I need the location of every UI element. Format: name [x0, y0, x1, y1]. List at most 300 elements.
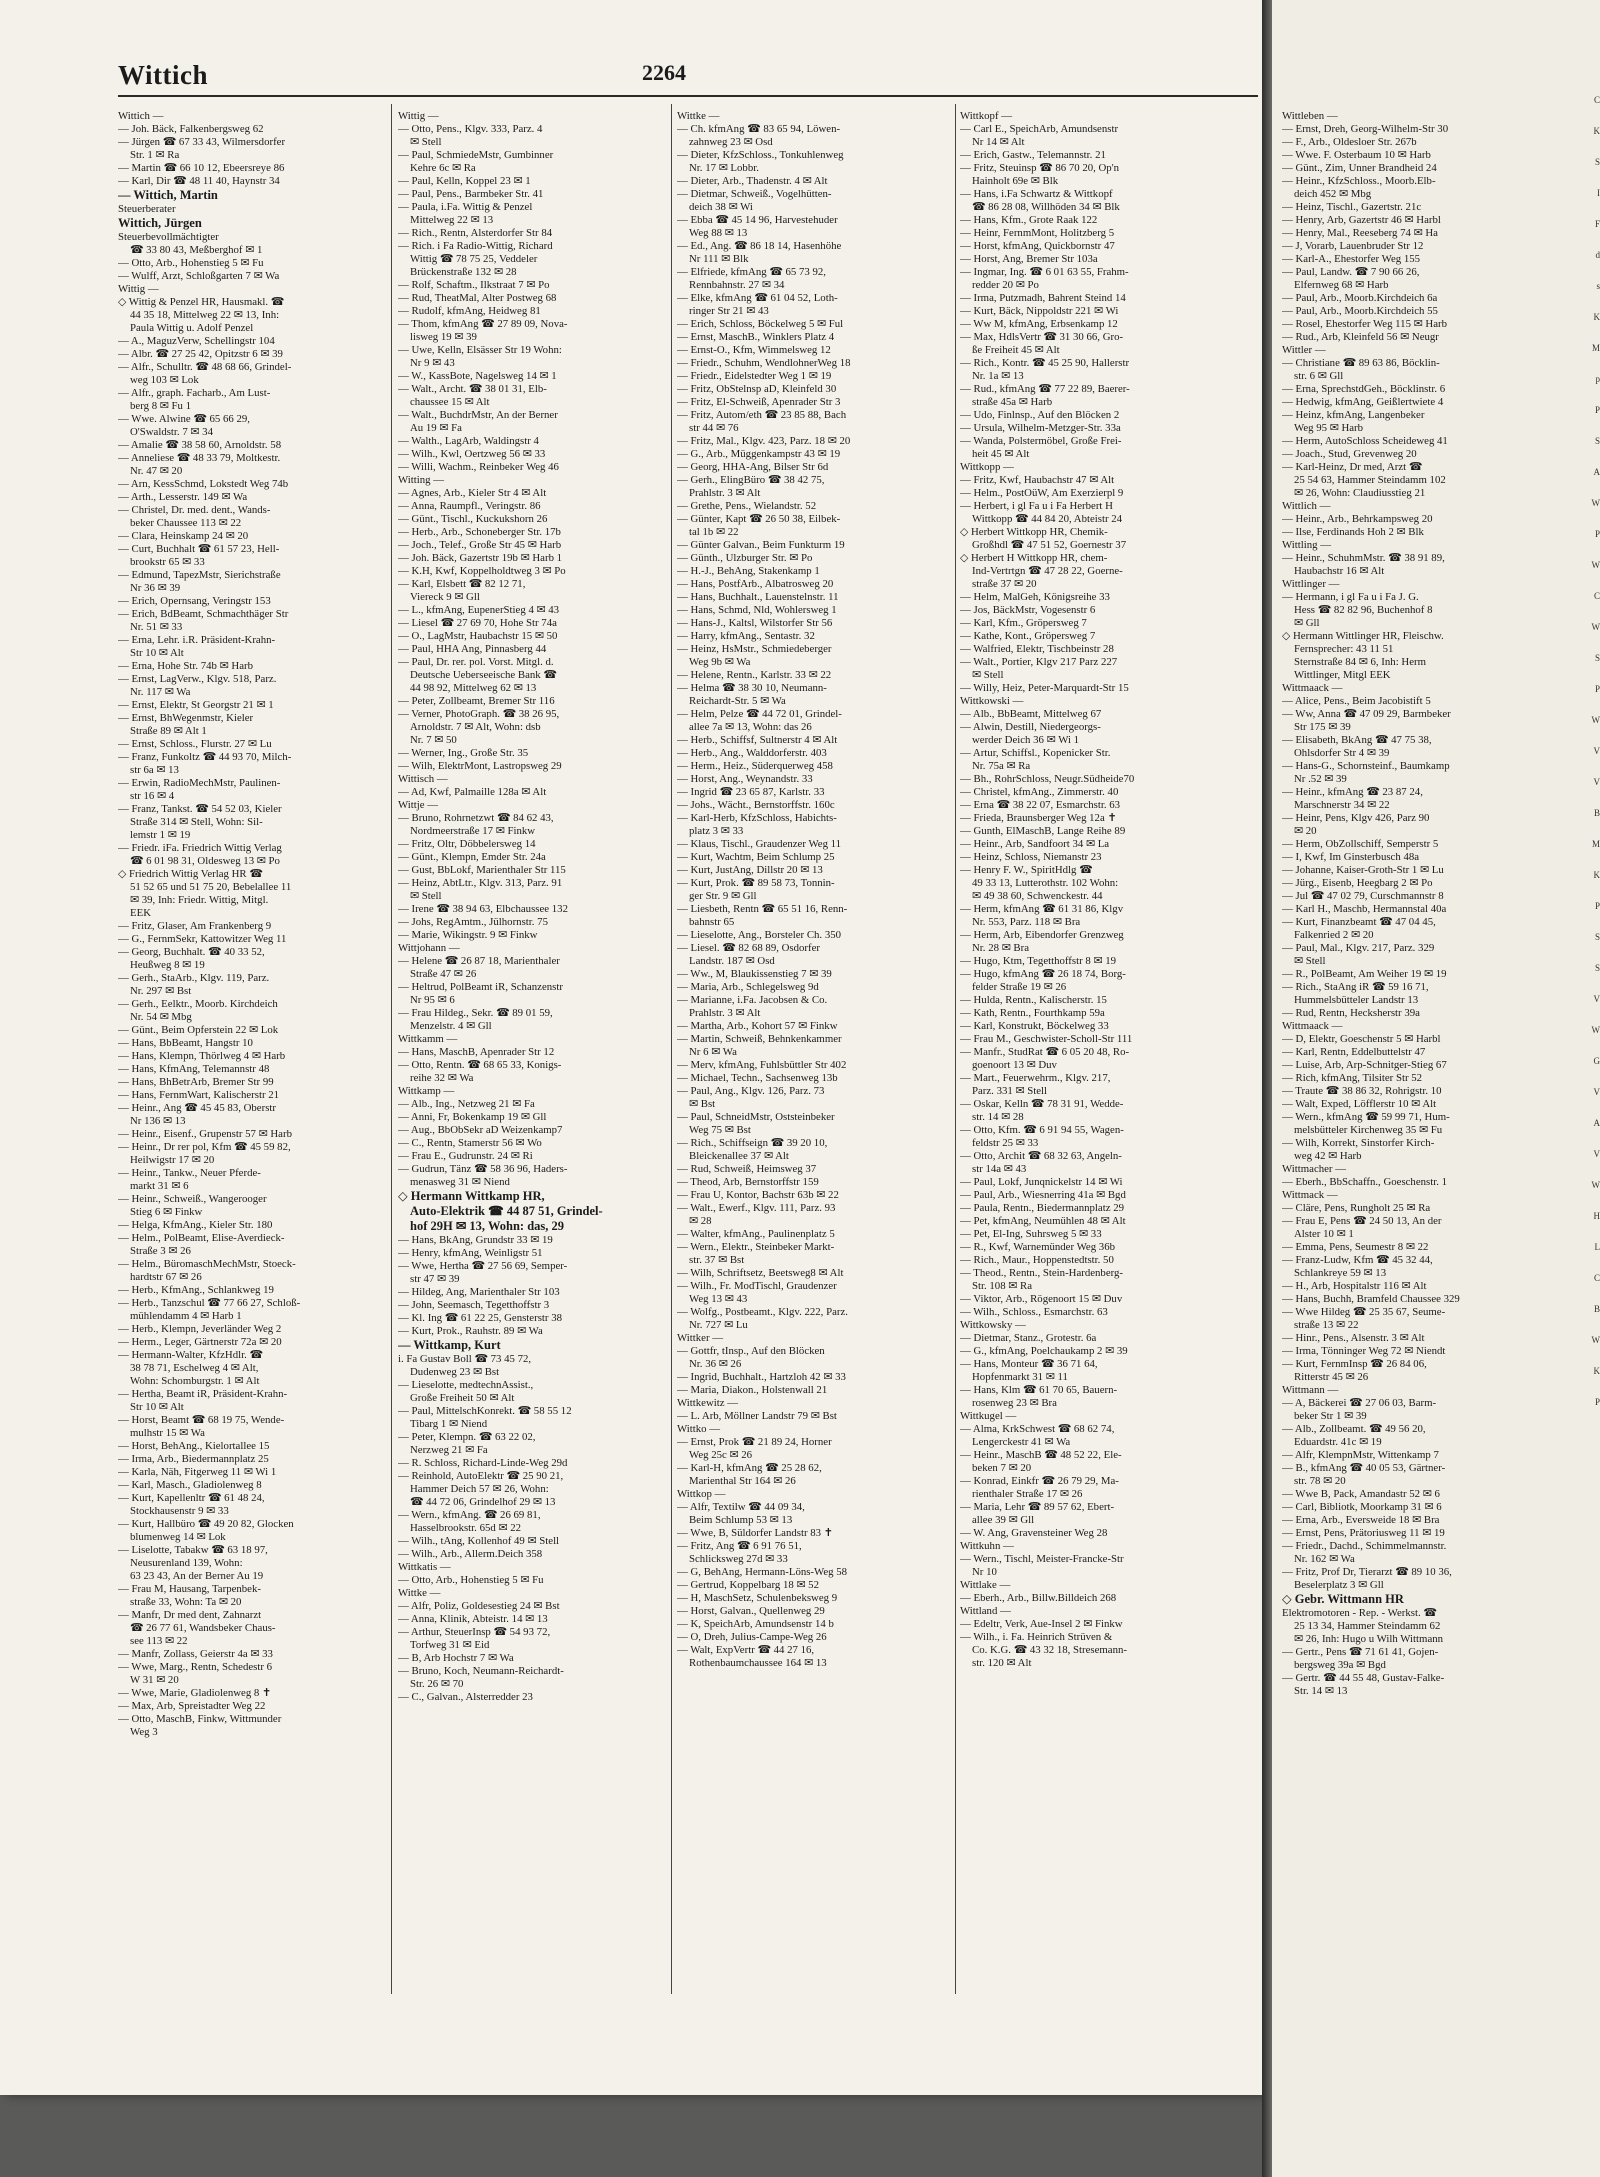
entry-line: Nr. 75a ✉ Ra	[972, 760, 1031, 772]
entry-line: — Walt., BuchdrMstr, An der Berner	[398, 409, 558, 421]
entry-line: — Rud., Arb, Kleinfeld 56 ✉ Neugr	[1282, 331, 1439, 343]
directory-entry	[118, 1102, 380, 1128]
directory-entry	[398, 981, 666, 1007]
entry-line: — Hans, Buchhalt., Lauenstelnstr. 11	[677, 591, 839, 603]
entry-line: — Hans, BkAng, Grundstr 33 ✉ 19	[398, 1234, 553, 1246]
entry-line: — Heinr., Eisenf., Grupenstr 57 ✉ Harb	[118, 1128, 292, 1140]
entry-line: 44 98 92, Mittelweg 62 ✉ 13	[410, 682, 537, 694]
directory-entry	[1282, 1358, 1582, 1384]
directory-entry	[398, 435, 666, 448]
entry-line: — Karl, Dir ☎ 48 11 40, Haynstr 34	[118, 175, 280, 187]
margin-letter: F	[1594, 219, 1600, 229]
directory-entry	[1282, 1059, 1582, 1072]
entry-line: — Franz-Ludw, Kfm ☎ 45 32 44,	[1282, 1254, 1433, 1266]
entry-line: — Hermann-Walter, KfzHdlr. ☎	[118, 1349, 263, 1361]
directory-entry	[398, 1325, 666, 1338]
entry-line: — Karl, Konstrukt, Böckelweg 33	[960, 1020, 1109, 1032]
entry-line: — Wern., kfmAng. ☎ 26 69 81,	[398, 1509, 541, 1521]
entry-line: Neusurenland 139, Wohn:	[130, 1557, 243, 1569]
surname-heading	[960, 1579, 1256, 1592]
entry-line: — Walth., LagArb, Waldingstr 4	[398, 435, 539, 447]
entry-line: Nr. 162 ✉ Wa	[1294, 1553, 1355, 1565]
entry-line: — Erna, SprechstdGeh., Böcklinstr. 6	[1282, 383, 1446, 395]
directory-entry	[398, 1405, 666, 1431]
directory-entry	[118, 1349, 380, 1388]
entry-line: Wittkamp —	[398, 1085, 455, 1097]
entry-line: — Ad, Kwf, Palmaille 128a ✉ Alt	[398, 786, 547, 798]
directory-entry	[960, 1033, 1256, 1046]
entry-line: platz 3 ✉ 33	[689, 825, 744, 837]
entry-line: — Heinr., Dr rer pol, Kfm ☎ 45 59 82,	[118, 1141, 291, 1153]
entry-line: ◇ Friedrich Wittig Verlag HR ☎	[118, 868, 263, 880]
entry-line: Stieg 6 ✉ Finkw	[130, 1206, 203, 1218]
directory-entry	[118, 136, 380, 162]
entry-line: — Wanda, Polstermöbel, Große Frei-	[960, 435, 1122, 447]
directory-entry	[1282, 695, 1582, 708]
directory-entry	[398, 1652, 666, 1665]
entry-line: — C., Rentn, Stamerstr 56 ✉ Wo	[398, 1137, 542, 1149]
entry-line: — Karl, Kfm., Gröpersweg 7	[960, 617, 1087, 629]
directory-entry	[118, 1583, 380, 1609]
directory-entry	[960, 1150, 1256, 1176]
margin-letter: K	[1593, 870, 1600, 880]
directory-entry	[677, 1059, 948, 1072]
entry-line: heit 45 ✉ Alt	[972, 448, 1030, 460]
margin-letter: H	[1593, 1211, 1600, 1221]
entry-line: — Paul, Lokf, Junqnickelstr 14 ✉ Wi	[960, 1176, 1123, 1188]
entry-line: brookstr 65 ✉ 33	[130, 556, 205, 568]
entry-line: — Ursula, Wilhelm-Metzger-Str. 33a	[960, 422, 1121, 434]
entry-line: ✉ 39, Inh: Friedr. Wittig, Mitgl.	[130, 894, 269, 906]
entry-line: ◇ Hermann Wittlinger HR, Fleischw.	[1282, 630, 1444, 642]
entry-line: — Fritz, Prof Dr, Tierarzt ☎ 89 10 36,	[1282, 1566, 1452, 1578]
entry-line: Wittkewitz —	[677, 1397, 739, 1409]
directory-entry	[960, 968, 1256, 994]
margin-letter: S	[1594, 932, 1600, 942]
entry-line: — Fritz, ObStelnsp aD, Kleinfeld 30	[677, 383, 837, 395]
entry-line: — Helene, Rentn., Karlstr. 33 ✉ 22	[677, 669, 832, 681]
directory-entry	[677, 1306, 948, 1332]
directory-entry	[1282, 786, 1582, 812]
entry-line: — Rich., StaAng iR ☎ 59 16 71,	[1282, 981, 1429, 993]
entry-line: — Georg, Buchhalt. ☎ 40 33 52,	[118, 946, 265, 958]
entry-line: — Pet, El-Ing, Suhrsweg 5 ✉ 33	[960, 1228, 1102, 1240]
directory-entry	[398, 1691, 666, 1704]
directory-entry	[398, 1189, 666, 1234]
directory-entry	[677, 409, 948, 435]
entry-line: — B, Arb Hochstr 7 ✉ Wa	[398, 1652, 514, 1664]
entry-line: Wittkopf —	[960, 110, 1013, 122]
directory-entry	[960, 1254, 1256, 1267]
entry-line: — Lieselotte, medtechnAssist.,	[398, 1379, 534, 1391]
entry-line: Großhdl ☎ 47 51 52, Goernestr 37	[972, 539, 1127, 551]
margin-letter: V	[1593, 777, 1600, 787]
entry-line: — Konrad, Einkfr ☎ 26 79 29, Ma-	[960, 1475, 1119, 1487]
entry-line: Marienthal Str 164 ✉ 26	[689, 1475, 796, 1487]
directory-entry	[118, 1219, 380, 1232]
directory-entry	[960, 812, 1256, 825]
entry-line: — Dietmar, Schweiß., Vogelhütten-	[677, 188, 832, 200]
directory-entry	[118, 1661, 380, 1687]
entry-line: — Hinr., Pens., Alsenstr. 3 ✉ Alt	[1282, 1332, 1425, 1344]
entry-line: — Ch. kfmAng ☎ 83 65 94, Löwen-	[677, 123, 841, 135]
entry-line: — Kurt, Prok. ☎ 89 58 73, Tonnin-	[677, 877, 835, 889]
directory-entry	[960, 851, 1256, 864]
entry-line: Mittelweg 22 ✉ 13	[410, 214, 494, 226]
directory-entry	[1282, 1293, 1582, 1306]
entry-line: — Irma, Tönninger Weg 72 ✉ Niendt	[1282, 1345, 1446, 1357]
entry-line: Wittland —	[960, 1605, 1011, 1617]
book-gutter	[1262, 0, 1272, 2177]
entry-line: — Paula, i.Fa. Wittig & Penzel	[398, 201, 533, 213]
directory-entry	[118, 231, 380, 257]
entry-line: — Paul, Dr. rer. pol. Vorst. Mitgl. d.	[398, 656, 554, 668]
entry-line: Wittkugel —	[960, 1410, 1017, 1422]
entry-line: — Martin ☎ 66 10 12, Ebeersreye 86	[118, 162, 285, 174]
entry-line: redder 20 ✉ Po	[972, 279, 1039, 291]
entry-line: ger Str. 9 ✉ Gll	[689, 890, 757, 902]
directory-entry	[118, 1076, 380, 1089]
entry-line: — Herm., Heiz., Süderquerweg 458	[677, 760, 833, 772]
directory-entry	[398, 448, 666, 461]
entry-line: — Herb., Tanzschul ☎ 77 66 27, Schloß-	[118, 1297, 301, 1309]
surname-heading	[398, 1587, 666, 1600]
surname-heading	[1282, 344, 1582, 357]
entry-line: — Alb., Zollbeamt. ☎ 49 56 20,	[1282, 1423, 1426, 1435]
entry-line: — Ingrid ☎ 23 65 87, Karlstr. 33	[677, 786, 825, 798]
directory-entry	[677, 1137, 948, 1163]
directory-entry	[677, 214, 948, 240]
directory-entry	[1282, 903, 1582, 916]
entry-line: — Paul, Mal., Klgv. 217, Parz. 329	[1282, 942, 1435, 954]
entry-line: — Johs, RegAmtm., Jülhornstr. 75	[398, 916, 548, 928]
directory-entry	[677, 357, 948, 370]
entry-line: — Herm, Arb, Eibendorfer Grenzweg	[960, 929, 1124, 941]
directory-entry	[1282, 383, 1582, 396]
directory-entry	[1282, 1046, 1582, 1059]
entry-line: Nr 10	[972, 1566, 997, 1578]
entry-line: — Günt., Zim, Unner Brandheid 24	[1282, 162, 1437, 174]
entry-line: — Ebba ☎ 45 14 96, Harvestehuder	[677, 214, 838, 226]
directory-entry	[960, 1332, 1256, 1345]
directory-entry	[677, 1371, 948, 1384]
directory-entry	[398, 643, 666, 656]
surname-heading	[960, 110, 1256, 123]
entry-line: — Bh., RohrSchloss, Neugr.Südheide70	[960, 773, 1135, 785]
directory-entry	[677, 1527, 948, 1540]
directory-entry	[960, 409, 1256, 422]
entry-line: Steuerberater	[118, 203, 176, 215]
entry-line: — Maria, Diakon., Holstenwall 21	[677, 1384, 828, 1396]
entry-line: — Wilh, ElektrMont, Lastropsweg 29	[398, 760, 562, 772]
entry-line: — Rich., Rentn, Alsterdorfer Str 84	[398, 227, 553, 239]
entry-line: — Hulda, Rentn., Kalischerstr. 15	[960, 994, 1107, 1006]
entry-line: str. 78 ✉ 20	[1294, 1475, 1346, 1487]
entry-line: feldstr 25 ✉ 33	[972, 1137, 1039, 1149]
entry-line: Straße 89 ✉ Alt 1	[130, 725, 207, 737]
entry-line: — Kathe, Kont., Gröpersweg 7	[960, 630, 1096, 642]
directory-entry	[118, 1258, 380, 1284]
directory-entry	[960, 474, 1256, 487]
entry-line: Wittkowski —	[960, 695, 1024, 707]
directory-entry	[960, 1202, 1256, 1215]
directory-entry	[677, 1540, 948, 1566]
surname-heading	[398, 773, 666, 786]
entry-line: — Anneliese ☎ 48 33 79, Moltkestr.	[118, 452, 281, 464]
directory-entry	[1282, 435, 1582, 448]
directory-entry	[677, 591, 948, 604]
entry-line: — Theod, Arb, Bernstorffstr 159	[677, 1176, 819, 1188]
directory-entry	[960, 682, 1256, 695]
column-divider	[955, 104, 956, 1994]
directory-entry	[960, 552, 1256, 591]
margin-letter: M	[1591, 839, 1600, 849]
directory-entry	[677, 1033, 948, 1059]
entry-line: — Alma, KrkSchwest ☎ 68 62 74,	[960, 1423, 1115, 1435]
entry-line: str. 120 ✉ Alt	[972, 1657, 1032, 1669]
entry-line: — A, Bäckerei ☎ 27 06 03, Barm-	[1282, 1397, 1437, 1409]
entry-line: — Maria, Lehr ☎ 89 57 62, Ebert-	[960, 1501, 1115, 1513]
directory-entry	[398, 149, 666, 175]
directory-entry	[1282, 1072, 1582, 1085]
entry-line: i. Fa Gustav Boll ☎ 73 45 72,	[398, 1353, 532, 1365]
entry-line: — Martha, Arb., Kohort 57 ✉ Finkw	[677, 1020, 838, 1032]
entry-line: — Karl, Masch., Gladiolenweg 8	[118, 1479, 262, 1491]
directory-entry	[118, 1713, 380, 1739]
directory-entry	[118, 296, 380, 335]
directory-entry	[960, 864, 1256, 903]
directory-entry	[677, 994, 948, 1020]
entry-line: W 31 ✉ 20	[130, 1674, 179, 1686]
directory-entry	[398, 786, 666, 799]
margin-letter: d	[1595, 250, 1600, 260]
entry-line: — Hans, PostfArb., Albatrosweg 20	[677, 578, 834, 590]
entry-line: — Hans, MaschB, Apenrader Str 12	[398, 1046, 555, 1058]
entry-line: — Maria, Arb., Schlegelsweg 9d	[677, 981, 819, 993]
directory-entry	[1282, 1332, 1582, 1345]
entry-line: — Heinr, Pens, Klgv 426, Parz 90	[1282, 812, 1430, 824]
directory-entry	[960, 747, 1256, 773]
entry-line: — Erna, Lehr. i.R. Präsident-Krahn-	[118, 634, 276, 646]
directory-entry	[960, 383, 1256, 409]
directory-entry	[677, 1020, 948, 1033]
entry-line: — Willi, Wachm., Reinbeker Weg 46	[398, 461, 559, 473]
entry-line: — Ww, Anna ☎ 47 09 29, Barmbeker	[1282, 708, 1451, 720]
entry-line: — Peter, Zollbeamt, Bremer Str 116	[398, 695, 555, 707]
directory-entry	[677, 435, 948, 448]
directory-entry	[677, 474, 948, 500]
entry-line: Elfernweg 68 ✉ Harb	[1294, 279, 1389, 291]
directory-entry	[398, 877, 666, 903]
entry-line: see 113 ✉ 22	[130, 1635, 188, 1647]
entry-line: — Hedwig, kfmAng, Geißlertwiete 4	[1282, 396, 1444, 408]
entry-line: — Emma, Pens, Seumestr 8 ✉ 22	[1282, 1241, 1429, 1253]
entry-line: — Joh. Bäck, Gazertstr 19b ✉ Harb 1	[398, 552, 563, 564]
entry-line: — Rud., kfmAng ☎ 77 22 89, Baerer-	[960, 383, 1130, 395]
entry-line: — Heinz, Tischl., Gazertstr. 21c	[1282, 201, 1422, 213]
entry-line: Parz. 331 ✉ Stell	[972, 1085, 1048, 1097]
directory-entry	[960, 1345, 1256, 1358]
entry-line: beken 7 ✉ 20	[972, 1462, 1032, 1474]
entry-line: Heilwigstr 17 ✉ 20	[130, 1154, 215, 1166]
entry-line: weg 103 ✉ Lok	[130, 374, 199, 386]
column-3	[677, 110, 948, 2090]
directory-entry	[677, 799, 948, 812]
entry-line: Straße 47 ✉ 26	[410, 968, 477, 980]
margin-letter: M	[1591, 343, 1600, 353]
margin-letter: B	[1593, 808, 1600, 818]
entry-line: Nr. 727 ✉ Lu	[689, 1319, 748, 1331]
entry-line: Falkenried 2 ✉ 20	[1294, 929, 1374, 941]
entry-line: Alster 10 ✉ 1	[1294, 1228, 1354, 1240]
entry-line: — G., kfmAng, Poelchaukamp 2 ✉ 39	[960, 1345, 1128, 1357]
entry-line: — Erna, Arb., Eversweide 18 ✉ Bra	[1282, 1514, 1440, 1526]
directory-entry	[398, 513, 666, 526]
directory-entry	[1282, 331, 1582, 344]
entry-line: — Gerh., StaArb., Klgv. 119, Parz.	[118, 972, 270, 984]
margin-letter: K	[1593, 312, 1600, 322]
directory-entry	[398, 1470, 666, 1509]
margin-letter: s	[1596, 281, 1600, 291]
directory-entry	[118, 868, 380, 920]
directory-entry	[118, 1063, 380, 1076]
entry-line: — Jos, BäckMstr, Vogesenstr 6	[960, 604, 1096, 616]
entry-line: — A., MaguzVerw, Schellingstr 104	[118, 335, 275, 347]
entry-line: ☎ 6 01 98 31, Oldesweg 13 ✉ Po	[130, 855, 280, 867]
margin-letter: A	[1593, 467, 1600, 477]
surname-heading	[960, 1605, 1256, 1618]
entry-line: Wittmaack —	[1282, 682, 1343, 694]
entry-line: — Marie, Wikingstr. 9 ✉ Finkw	[398, 929, 538, 941]
entry-line: — Bruno, Koch, Neumann-Reichardt-	[398, 1665, 564, 1677]
directory-entry	[1282, 968, 1582, 981]
directory-entry	[398, 864, 666, 877]
entry-line: Nr 95 ✉ 6	[410, 994, 455, 1006]
directory-entry	[118, 361, 380, 387]
entry-line: blumenweg 14 ✉ Lok	[130, 1531, 226, 1543]
margin-letter: S	[1594, 963, 1600, 973]
entry-line: — Clara, Heinskamp 24 ✉ 20	[118, 530, 249, 542]
directory-entry	[398, 1379, 666, 1405]
entry-line: — Gudrun, Tänz ☎ 58 36 96, Haders-	[398, 1163, 568, 1175]
entry-line: Weg 9b ✉ Wa	[689, 656, 751, 668]
directory-entry	[118, 504, 380, 530]
directory-entry	[1282, 1488, 1582, 1501]
entry-line: — Walt., Portier, Klgv 217 Parz 227	[960, 656, 1118, 668]
directory-entry	[960, 1007, 1256, 1020]
entry-line: — Herbert, i gl Fa u i Fa Herbert H	[960, 500, 1113, 512]
entry-line: ◇ Herbert H Wittkopp HR, chem-	[960, 552, 1108, 564]
entry-line: — Walt, ExpVertr ☎ 44 27 16,	[677, 1644, 815, 1656]
directory-entry	[398, 383, 666, 409]
entry-line: — Hans, BbBeamt, Hangstr 10	[118, 1037, 253, 1049]
surname-heading	[1282, 1384, 1582, 1397]
entry-line: ☎ 44 72 06, Grindelhof 29 ✉ 13	[410, 1496, 556, 1508]
directory-entry	[118, 842, 380, 868]
entry-line: — Walt., Archt. ☎ 38 01 31, Elb-	[398, 383, 547, 395]
directory-entry	[1282, 708, 1582, 734]
entry-line: Steuerbevollmächtigter	[118, 231, 219, 243]
entry-line: — Otto, Arb., Hohenstieg 5 ✉ Fu	[118, 257, 264, 269]
surname-heading	[677, 1397, 948, 1410]
directory-entry	[960, 123, 1256, 149]
directory-entry	[398, 812, 666, 838]
directory-entry	[118, 1388, 380, 1414]
directory-entry	[1282, 552, 1582, 578]
entry-line: Viereck 9 ✉ Gll	[410, 591, 480, 603]
directory-entry	[1282, 162, 1582, 175]
directory-entry	[677, 942, 948, 968]
entry-line: Straße 314 ✉ Stell, Wohn: Sil-	[130, 816, 263, 828]
directory-entry	[1282, 1527, 1582, 1540]
entry-line: lisweg 19 ✉ 39	[410, 331, 477, 343]
entry-line: — Lieselotte, Ang., Borsteler Ch. 350	[677, 929, 842, 941]
directory-entry	[677, 175, 948, 188]
entry-line: — Jürg., Eisenb, Heegbarg 2 ✉ Po	[1282, 877, 1433, 889]
entry-line: — Mart., Feuerwehrm., Klgv. 217,	[960, 1072, 1111, 1084]
header-rule	[118, 95, 1258, 97]
directory-entry	[118, 777, 380, 803]
surname-heading	[677, 110, 948, 123]
directory-entry	[398, 188, 666, 201]
entry-line: beker Chaussee 113 ✉ 22	[130, 517, 242, 529]
directory-entry	[1282, 1098, 1582, 1111]
directory-entry	[960, 240, 1256, 253]
entry-line: Wittler —	[1282, 344, 1326, 356]
directory-entry	[677, 851, 948, 864]
directory-entry	[1282, 1592, 1582, 1607]
directory-entry	[118, 1089, 380, 1102]
entry-line: Wittkuhn —	[960, 1540, 1014, 1552]
directory-entry	[677, 968, 948, 981]
margin-letter: K	[1593, 126, 1600, 136]
directory-entry	[118, 1336, 380, 1349]
directory-entry	[960, 1527, 1256, 1540]
entry-line: zahnweg 23 ✉ Osd	[689, 136, 773, 148]
entry-line: Haubachstr 16 ✉ Alt	[1294, 565, 1385, 577]
directory-entry	[960, 929, 1256, 955]
entry-line: — John, Seemasch, Tegetthoffstr 3	[398, 1299, 550, 1311]
directory-entry	[960, 994, 1256, 1007]
entry-line: — Otto, Kfm. ☎ 6 91 94 55, Wagen-	[960, 1124, 1124, 1136]
directory-entry	[677, 760, 948, 773]
entry-line: berg 8 ✉ Fu 1	[130, 400, 192, 412]
entry-line: — R., Kwf, Warnemünder Weg 36b	[960, 1241, 1115, 1253]
directory-entry	[398, 1626, 666, 1652]
running-head-name: Wittich	[118, 60, 208, 90]
entry-line: — Erna, Hohe Str. 74b ✉ Harb	[118, 660, 253, 672]
entry-line: — Arth., Lesserstr. 149 ✉ Wa	[118, 491, 248, 503]
surname-heading	[1282, 682, 1582, 695]
entry-line: — W. Ang, Gravensteiner Weg 28	[960, 1527, 1108, 1539]
directory-entry	[118, 1700, 380, 1713]
margin-letter: P	[1594, 684, 1600, 694]
entry-line: Wittje —	[398, 799, 439, 811]
directory-entry	[960, 1241, 1256, 1254]
directory-entry	[398, 1431, 666, 1457]
entry-line: 38 78 71, Eschelweg 4 ✉ Alt,	[130, 1362, 259, 1374]
directory-entry	[398, 305, 666, 318]
entry-line: — Dietmar, Stanz., Grotestr. 6a	[960, 1332, 1097, 1344]
entry-line: ✉ 26, Inh: Hugo u Wilh Wittmann	[1294, 1633, 1444, 1645]
entry-line: — Helm., BüromaschMechMstr, Stoeck-	[118, 1258, 296, 1270]
directory-entry	[398, 240, 666, 279]
directory-entry	[118, 216, 380, 231]
margin-letter: K	[1593, 1366, 1600, 1376]
directory-entry	[398, 760, 666, 773]
entry-line: — Thom, kfmAng ☎ 27 89 09, Nova-	[398, 318, 568, 330]
entry-line: — Herb., Ang., Walddorferstr. 403	[677, 747, 827, 759]
